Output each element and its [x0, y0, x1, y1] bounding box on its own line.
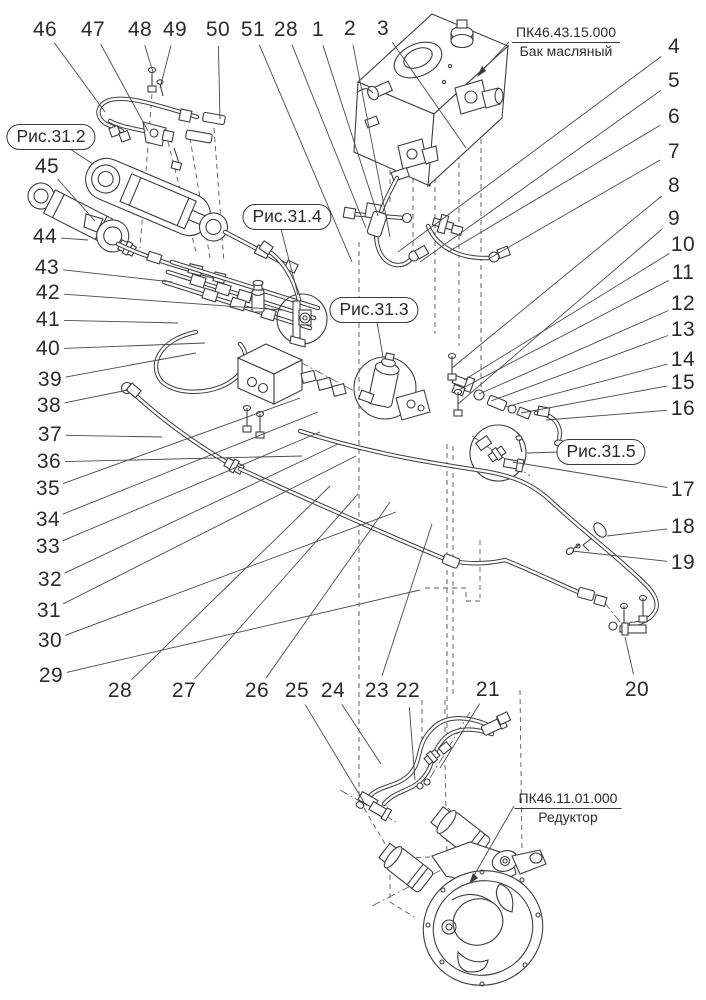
leader-line-23 — [382, 524, 432, 676]
leader-line-6 — [448, 125, 660, 252]
callout-10: 10 — [670, 233, 696, 256]
s-hose-assembly — [355, 712, 511, 821]
tee-fitting-cluster — [343, 203, 463, 238]
callout-44: 44 — [32, 225, 58, 248]
callout-49: 49 — [162, 18, 188, 41]
callout-41: 41 — [35, 308, 61, 331]
long-hose-b — [122, 383, 607, 607]
callout-21: 21 — [475, 678, 501, 701]
callout-17: 17 — [670, 478, 696, 501]
callout-20: 20 — [624, 678, 650, 701]
callout-19: 19 — [670, 551, 696, 574]
leader-line-47 — [101, 44, 148, 131]
callout-14: 14 — [670, 348, 696, 371]
filter-detail-31-3 — [354, 351, 430, 420]
callout-15: 15 — [670, 371, 696, 394]
tank-suction-hose — [367, 178, 429, 265]
leader-line-49 — [160, 46, 171, 89]
callout-26: 26 — [244, 679, 270, 702]
callout-18: 18 — [670, 515, 696, 538]
callout-38: 38 — [36, 394, 62, 417]
callout-32: 32 — [37, 568, 63, 591]
callout-37: 37 — [37, 423, 63, 446]
callout-42: 42 — [35, 281, 61, 304]
figure-ref-31-5: Рис.31.5 — [556, 439, 645, 465]
leader-line-13 — [491, 336, 668, 402]
leader-line-9 — [458, 229, 662, 404]
leader-line-15 — [521, 386, 667, 413]
callout-28: 28 — [107, 679, 133, 702]
oil-tank-part-number: ПК46.43.15.000 — [512, 24, 620, 43]
callout-25: 25 — [284, 679, 310, 702]
leader-line-39 — [66, 353, 196, 377]
callout-40: 40 — [35, 337, 61, 360]
reducer-label — [515, 790, 622, 826]
callout-12: 12 — [670, 292, 696, 315]
leader-line-35 — [63, 398, 300, 484]
figure-ref-31-2: Рис.31.2 — [6, 124, 95, 150]
callout-29: 29 — [38, 664, 64, 687]
u-pipe-group — [98, 68, 225, 171]
leader-line-18 — [607, 529, 667, 536]
callout-36: 36 — [36, 450, 62, 473]
callout-33: 33 — [35, 535, 61, 558]
leader-line-34 — [63, 412, 318, 514]
callout-23: 23 — [364, 679, 390, 702]
valve-block — [238, 344, 346, 438]
callout-35: 35 — [35, 477, 61, 500]
callout-30: 30 — [37, 629, 63, 652]
callout-43: 43 — [34, 256, 60, 279]
callout-48: 48 — [127, 18, 153, 41]
leader-line-43 — [63, 270, 172, 282]
callout-45: 45 — [34, 155, 60, 178]
callout-4: 4 — [667, 35, 681, 58]
figure-ref-31-3: Рис.31.3 — [329, 297, 418, 323]
leader-line-38 — [65, 390, 128, 403]
oil-tank-label — [512, 24, 620, 60]
callout-28: 28 — [273, 18, 299, 41]
leader-line-30 — [65, 512, 396, 635]
callout-5: 5 — [667, 69, 681, 92]
leader-line-46 — [54, 43, 105, 112]
callout-6: 6 — [667, 105, 681, 128]
leader-line-41 — [64, 320, 178, 323]
callout-2: 2 — [343, 17, 357, 40]
leader-line-44 — [61, 238, 88, 240]
leader-line-17 — [513, 462, 667, 487]
leader-line-20 — [625, 637, 634, 674]
leader-line-16 — [546, 410, 667, 420]
leader-line-10 — [464, 253, 669, 380]
callout-9: 9 — [667, 207, 681, 230]
callout-31: 31 — [36, 599, 62, 622]
leader-line-29 — [67, 590, 420, 672]
figure-ref-31-4: Рис.31.4 — [242, 204, 331, 230]
callout-24: 24 — [320, 679, 346, 702]
callout-22: 22 — [395, 679, 421, 702]
reducer-part-name: Редуктор — [538, 809, 598, 825]
callout-50: 50 — [205, 18, 231, 41]
leader-line-25 — [305, 705, 365, 804]
callout-8: 8 — [667, 174, 681, 197]
callout-46: 46 — [32, 18, 58, 41]
callout-39: 39 — [37, 368, 63, 391]
leader-line-27 — [195, 494, 358, 679]
gearbox — [376, 804, 557, 1000]
leader-line-37 — [66, 435, 162, 437]
callout-34: 34 — [35, 508, 61, 531]
callout-47: 47 — [80, 18, 106, 41]
callout-leader-lines — [54, 42, 669, 804]
callout-51: 51 — [240, 18, 266, 41]
leader-line-8 — [452, 196, 662, 368]
callout-11: 11 — [671, 261, 695, 284]
leader-line-24 — [342, 704, 381, 764]
oil-tank-part-name: Бак масляный — [519, 43, 613, 59]
callout-3: 3 — [376, 17, 390, 40]
leader-line-40 — [64, 343, 205, 348]
callout-16: 16 — [670, 397, 696, 420]
leader-line-36 — [65, 456, 302, 462]
leader-line-32 — [65, 444, 339, 573]
dashed-alignment-lines — [140, 64, 522, 917]
callout-13: 13 — [670, 318, 696, 341]
leader-line-50 — [218, 46, 220, 119]
callout-7: 7 — [667, 140, 681, 163]
loop-tube — [156, 332, 246, 392]
leader-line-7 — [490, 160, 660, 258]
callout-1: 1 — [311, 18, 325, 41]
callout-27: 27 — [171, 679, 197, 702]
reducer-part-number: ПК46.11.01.000 — [515, 790, 622, 809]
fitting-chain — [448, 354, 564, 447]
gearbox-motor-lower — [376, 840, 434, 893]
